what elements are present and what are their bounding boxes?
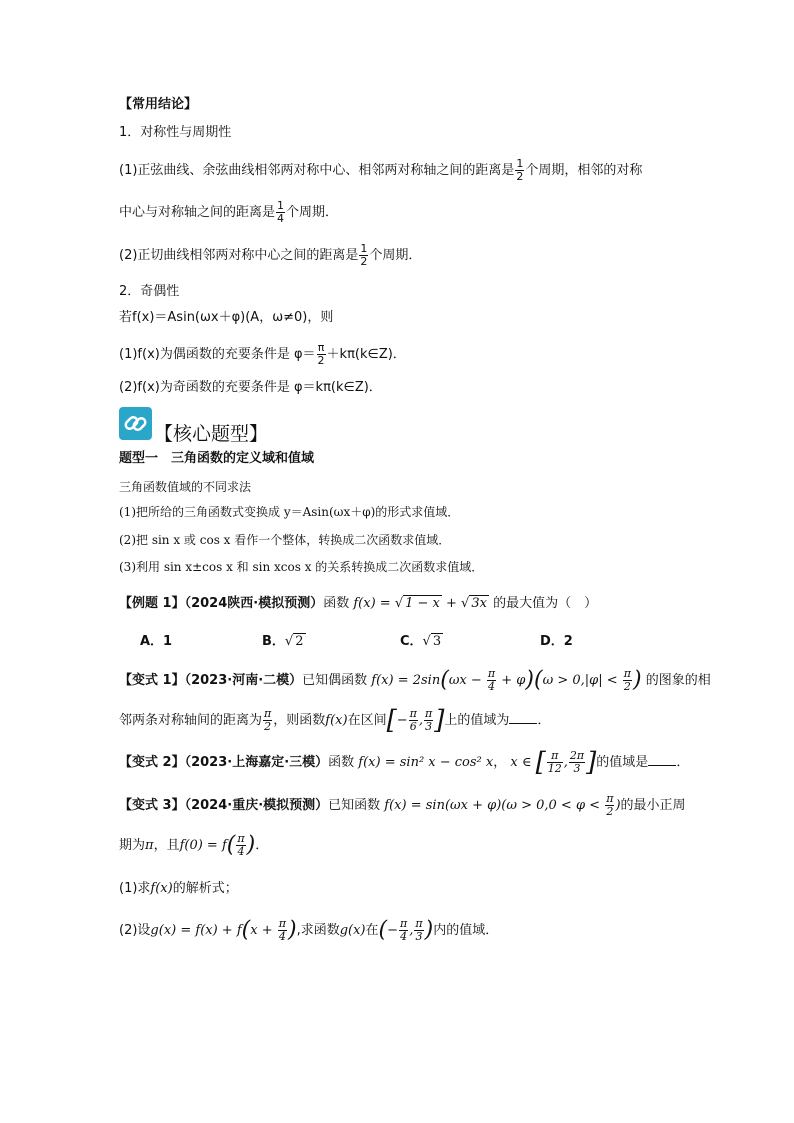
- variant-1: [119, 668, 711, 693]
- fraction-quarter: $\frac{1}{4}$: [277, 199, 285, 225]
- fraction-pi-half: $\frac{\pi}{2}$: [264, 707, 272, 733]
- section-title: 【核心题型】: [154, 423, 269, 445]
- condition: 若f(x)＝Asin(ωx＋φ)(A，ω≠0)，则: [119, 310, 334, 325]
- method-2: (2)把 sin x 或 cos x 看作一个整体，转换成二次函数求值域．: [119, 533, 451, 547]
- option-c[interactable]: C．√ 3: [400, 634, 442, 649]
- variant-1-cont: 邻两条对称轴间的距离为 $\frac{\pi}{2}$ ，则函数f(x)在区间[− $\frac{\pi}{6}$ , $\frac{\pi}{3}$ ]上的值域为 ．: [119, 705, 551, 736]
- text: 的值域是: [596, 755, 649, 770]
- question-2: [119, 918, 498, 943]
- variant-3-cont: 期为π，且f(0) = f( $\frac{\pi}{4}$ )．: [119, 832, 269, 858]
- answer-blank[interactable]: [648, 753, 676, 766]
- variant-source: （2024·重庆·模拟预测）: [184, 798, 329, 813]
- subheading-symmetry: 1．对称性与周期性: [119, 125, 232, 140]
- option-a[interactable]: A．1: [140, 634, 173, 649]
- text: 中心与对称轴之间的距离是: [119, 205, 276, 220]
- variant-tag: 【变式 1】: [119, 673, 185, 688]
- text: 邻两条对称轴间的距离为: [119, 713, 263, 728]
- text: (1)正弦曲线、余弦曲线相邻两对称中心、相邻两对称轴之间的距离是: [119, 163, 515, 178]
- paragraph-1-cont: [119, 200, 338, 225]
- method-3: (3)利用 sin x±cos x 和 sin xcos x 的关系转换成二次函数求值域．: [119, 560, 484, 574]
- text: 个周期，相邻的对称: [525, 163, 643, 178]
- text: 期为: [119, 838, 146, 853]
- formula: f(x) = 2sin(ωx − $\frac{\pi}{4}$ + φ)(ω > 0,|φ| < $\frac{\pi}{2}$ ): [371, 667, 642, 693]
- variant-3: [119, 793, 686, 818]
- text: 内的值域．: [433, 923, 499, 938]
- example-source: （2024陕西·模拟预测）: [184, 596, 324, 611]
- text: ＋kπ(k∈Z)．: [326, 347, 406, 362]
- text: 的解析式；: [172, 881, 238, 896]
- text: ，则函数: [273, 713, 326, 728]
- text: 函数: [323, 596, 350, 611]
- formula: g(x): [339, 923, 366, 938]
- answer-blank[interactable]: [509, 711, 537, 724]
- method-heading: 三角函数值域的不同求法: [119, 480, 252, 494]
- fraction-half: $\frac{1}{2}$: [360, 242, 368, 268]
- type-title: 题型一 三角函数的定义域和值域: [119, 451, 315, 466]
- heading: 【常用结论】: [119, 97, 198, 112]
- variant-tag: 【变式 2】: [119, 755, 185, 770]
- interval: [− $\frac{\pi}{6}$ , $\frac{\pi}{3}$ ]: [386, 705, 445, 736]
- question-1: [119, 879, 238, 899]
- text: (1)f(x)为偶函数的充要条件是 φ＝: [119, 347, 316, 362]
- text: (2)设: [119, 923, 151, 938]
- text: 的最大值为（ ）: [493, 596, 598, 611]
- paragraph-1: [119, 158, 642, 183]
- variant-2: 【变式 2】（2023·上海嘉定·三模）函数 f(x) = sin² x − cos² x， x ∈ [ $\frac{\pi}{12}$ , $\frac{2\pi}{3}$ ]的值域是 ．: [119, 747, 690, 778]
- option-d[interactable]: D．2: [540, 634, 573, 649]
- variant-source: （2023·上海嘉定·三模）: [184, 755, 329, 770]
- example-1: [119, 594, 597, 614]
- formula: f(0) = f( $\frac{\pi}{4}$ ): [179, 832, 256, 858]
- link-icon: [119, 407, 152, 440]
- formula: f(x) = √ 1 − x + √ 3x: [353, 596, 487, 611]
- interval: (− $\frac{\pi}{4}$ , $\frac{\pi}{3}$ ): [378, 917, 434, 943]
- option-label: B．: [262, 634, 285, 649]
- pi-symbol: π: [145, 838, 154, 853]
- options-row: [140, 632, 573, 652]
- fraction-pi-half: $\frac{\pi}{2}$: [317, 341, 325, 367]
- formula: f(x) = sin(ωx + φ)(ω > 0,0 < φ < $\frac{\pi}{2}$ ): [384, 792, 621, 818]
- example-tag: 【例题 1】: [119, 596, 185, 611]
- text: 个周期．: [369, 248, 422, 263]
- text: 的图象的相: [645, 673, 711, 688]
- text: (1)求: [119, 881, 151, 896]
- text: 在: [365, 923, 379, 938]
- option-label: C．: [400, 634, 423, 649]
- text: (2)正切曲线相邻两对称中心之间的距离是: [119, 248, 359, 263]
- text: 已知函数: [328, 798, 381, 813]
- paragraph-2: [119, 243, 421, 268]
- text: ,求函数: [296, 923, 340, 938]
- variant-tag: 【变式 3】: [119, 798, 185, 813]
- fraction-half: $\frac{1}{2}$: [516, 157, 524, 183]
- formula: g(x) = f(x) + f(x + $\frac{\pi}{4}$ ): [150, 917, 297, 943]
- even-condition: [119, 342, 406, 367]
- subheading-parity: 2．奇偶性: [119, 284, 180, 299]
- text: 个周期．: [286, 205, 339, 220]
- text: 上的值域为: [444, 713, 510, 728]
- text: 在区间: [347, 713, 387, 728]
- option-b[interactable]: B．√ 2: [262, 634, 304, 649]
- text: 的最小正周: [620, 798, 686, 813]
- formula: f(x): [325, 713, 348, 728]
- text: 已知偶函数: [302, 673, 368, 688]
- formula: f(x): [150, 881, 173, 896]
- domain: x ∈ [ $\frac{\pi}{12}$ , $\frac{2\pi}{3}$ ]: [510, 747, 597, 778]
- odd-condition: (2)f(x)为奇函数的充要条件是 φ＝kπ(k∈Z)．: [119, 380, 382, 395]
- variant-source: （2023·河南·二模）: [184, 673, 303, 688]
- formula: f(x) = sin² x − cos² x: [358, 755, 494, 770]
- text: 函数: [328, 755, 355, 770]
- method-1: (1)把所给的三角函数式变换成 y＝Asin(ωx＋φ)的形式求值域．: [119, 505, 460, 519]
- text: ，且: [153, 838, 180, 853]
